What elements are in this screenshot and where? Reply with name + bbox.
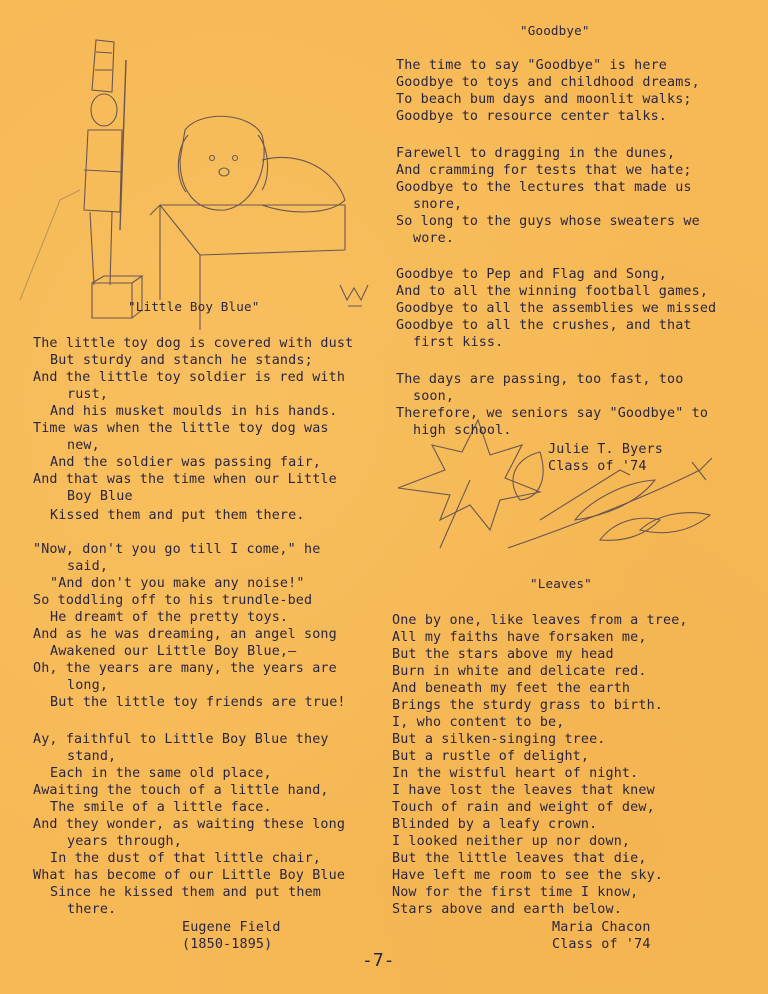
poem-line: But the little toy friends are true!	[50, 695, 346, 710]
poem-line: Awakened our Little Boy Blue,—	[50, 644, 297, 659]
poem-line: One by one, like leaves from a tree,	[392, 613, 688, 628]
poem-line: And the soldier was passing fair,	[50, 455, 321, 470]
poem-line: I looked neither up nor down,	[392, 834, 631, 849]
poem-line: I, who content to be,	[392, 715, 565, 730]
poem-line: And to all the winning football games,	[396, 284, 709, 299]
poem-line: Kissed them and put them there.	[50, 508, 305, 523]
poem-line: And beneath my feet the earth	[392, 681, 631, 696]
poem-title: "Little Boy Blue"	[128, 299, 260, 314]
poem-line: All my faiths have forsaken me,	[392, 630, 647, 645]
poem-line: To beach bum days and moonlit walks;	[396, 92, 692, 107]
poem-line: But a silken-singing tree.	[392, 732, 606, 747]
poem-line: I have lost the leaves that knew	[392, 783, 655, 798]
poem-line: Blinded by a leafy crown.	[392, 817, 598, 832]
poem-line: Stars above and earth below.	[392, 902, 622, 917]
poem-line: In the dust of that little chair,	[50, 851, 321, 866]
poem-line: Burn in white and delicate red.	[392, 664, 647, 679]
poem-line: And as he was dreaming, an angel song	[33, 627, 337, 642]
poem-line: Goodbye to all the assemblies we missed	[396, 301, 717, 316]
poem-line: Goodbye to resource center talks.	[396, 109, 667, 124]
poem-author-class: Class of '74	[552, 937, 651, 952]
poem-line: new,	[67, 438, 100, 453]
poem-line: The days are passing, too fast, too	[396, 372, 684, 387]
poem-line: And cramming for tests that we hate;	[396, 163, 692, 178]
poem-line: said,	[67, 559, 109, 574]
poem-line: "And don't you make any noise!"	[50, 576, 305, 591]
poem-line: Therefore, we seniors say "Goodbye" to	[396, 406, 709, 421]
poem-line: The smile of a little face.	[50, 800, 272, 815]
poem-line: Awaiting the touch of a little hand,	[33, 783, 329, 798]
poem-line: And that was the time when our Little	[33, 472, 337, 487]
poem-line: What has become of our Little Boy Blue	[33, 868, 346, 883]
poem-title: "Leaves"	[530, 576, 592, 591]
poem-line: rust,	[67, 387, 109, 402]
poem-line: And they wonder, as waiting these long	[33, 817, 346, 832]
poem-line: Have left me room to see the sky.	[392, 868, 663, 883]
poem-line: Brings the sturdy grass to birth.	[392, 698, 663, 713]
poem-line: The little toy dog is covered with dust	[33, 336, 354, 351]
poem-line: Goodbye to toys and childhood dreams,	[396, 75, 700, 90]
poem-line: soon,	[413, 389, 455, 404]
poem-line: Time was when the little toy dog was	[33, 421, 329, 436]
poem-line: The time to say "Goodbye" is here	[396, 58, 667, 73]
poem-line: He dreamt of the pretty toys.	[50, 610, 289, 625]
poem-line: And the little toy soldier is red with	[33, 370, 346, 385]
poem-line: high school.	[413, 423, 512, 438]
branch-sketch	[508, 470, 700, 548]
poem-line: But sturdy and stanch he stands;	[50, 353, 313, 368]
poem-line: "Now, don't you go till I come," he	[33, 542, 321, 557]
poem-line: Goodbye to all the crushes, and that	[396, 318, 692, 333]
poem-line: snore,	[413, 197, 463, 212]
poem-line: But the stars above my head	[392, 647, 614, 662]
poem-line: years through,	[67, 834, 182, 849]
poem-author: Julie T. Byers	[548, 442, 663, 457]
page-number: -7-	[362, 950, 395, 971]
poem-line: Goodbye to the lectures that made us	[396, 180, 692, 195]
poem-line: first kiss.	[413, 335, 504, 350]
poem-line: Farewell to dragging in the dunes,	[396, 146, 676, 161]
poem-line: And his musket moulds in his hands.	[50, 404, 338, 419]
poem-line: But the little leaves that die,	[392, 851, 647, 866]
poem-line: Touch of rain and weight of dew,	[392, 800, 655, 815]
poem-line: there.	[67, 902, 117, 917]
poem-line: In the wistful heart of night.	[392, 766, 639, 781]
poem-line: Now for the first time I know,	[392, 885, 639, 900]
poem-line: long,	[67, 678, 109, 693]
poem-author: Eugene Field	[182, 920, 281, 935]
poem-author: Maria Chacon	[552, 920, 651, 935]
poem-line: But a rustle of delight,	[392, 749, 590, 764]
poem-line: So toddling off to his trundle-bed	[33, 593, 313, 608]
poem-author-class: Class of '74	[548, 459, 647, 474]
poem-title: "Goodbye"	[520, 23, 590, 38]
poem-line: Oh, the years are many, the years are	[33, 661, 337, 676]
poem-author-dates: (1850-1895)	[182, 937, 273, 952]
poem-line: So long to the guys whose sweaters we	[396, 214, 700, 229]
poem-line: Since he kissed them and put them	[50, 885, 321, 900]
poem-line: Boy Blue	[67, 489, 133, 504]
poem-line: wore.	[413, 231, 455, 246]
poem-line: Each in the same old place,	[50, 766, 272, 781]
poem-line: Goodbye to Pep and Flag and Song,	[396, 267, 667, 282]
poem-line: Ay, faithful to Little Boy Blue they	[33, 732, 329, 747]
poem-line: stand,	[67, 749, 117, 764]
